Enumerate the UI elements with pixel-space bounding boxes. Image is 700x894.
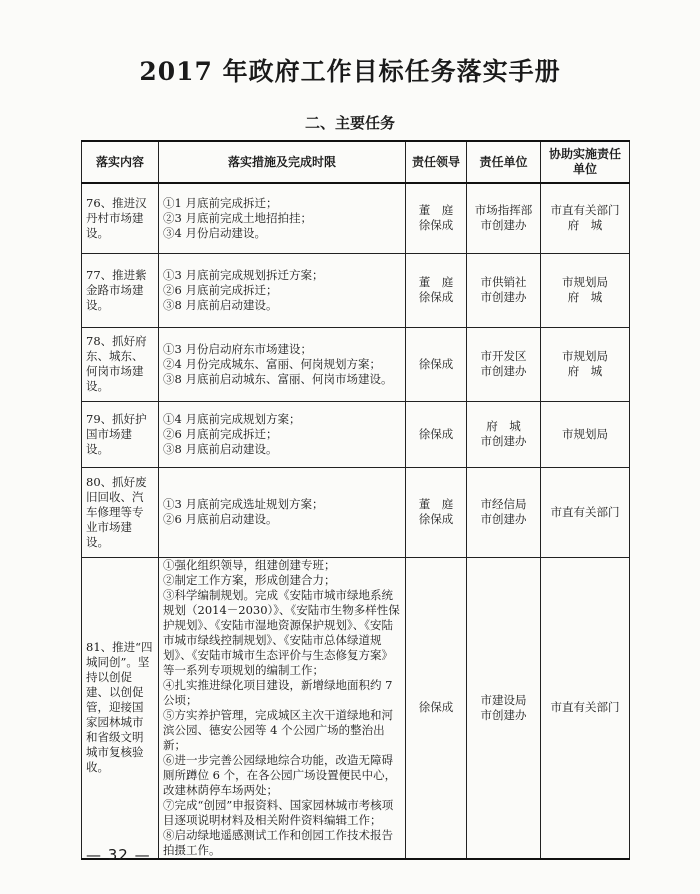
- task-assist: [541, 183, 630, 253]
- task-assist: [541, 327, 630, 401]
- table-row: [82, 467, 630, 557]
- cell-line: 董 庭: [418, 203, 454, 218]
- cell-line: 徐保成: [418, 356, 454, 371]
- task-unit: [467, 183, 541, 253]
- cell-line: 市创建办: [480, 707, 527, 722]
- task-leader: [406, 401, 467, 467]
- cell-line: 市创建办: [480, 434, 527, 448]
- cell-line: 府 城: [567, 290, 603, 304]
- header-leader: 责任领导: [406, 141, 467, 183]
- task-content: 77、推进紫金路市场建设。: [82, 253, 159, 327]
- cell-line: ③8 月底前启动建设。: [163, 441, 278, 456]
- task-leader: [406, 183, 467, 253]
- cell-line: 董 庭: [418, 275, 454, 289]
- cell-line: ⑥进一步完善公园绿地综合功能，改造无障碍厕所蹲位 6 个，在各公园广场设置便民中心，改建林荫停车场两处；: [163, 752, 397, 797]
- task-unit: [467, 557, 541, 859]
- cell-line: 徐保成: [418, 700, 454, 714]
- task-unit: [467, 253, 541, 327]
- cell-line: ⑤方实养护管理，完成城区主次干道绿地和河滨公园、德安公园等 4 个公园广场的整治出新；: [163, 707, 393, 752]
- cell-line: 市经信局: [480, 497, 527, 511]
- cell-line: ⑦完成“创园”申报资料、国家园林城市考核项目逐项说明材料及相关附件资料编辑工作；: [163, 797, 394, 827]
- task-measures: [159, 467, 406, 557]
- table-row: [82, 253, 630, 327]
- cell-line: ②制定工作方案，形成创建合力；: [163, 572, 336, 587]
- cell-line: ④扎实推进绿化项目建设，新增绿地面积约 7 公顷；: [163, 677, 393, 707]
- cell-line: 徐保成: [418, 426, 454, 441]
- cell-line: 市规划局: [562, 349, 608, 363]
- cell-line: 市创建办: [480, 290, 527, 304]
- header-unit: 责任单位: [467, 141, 541, 183]
- cell-line: ①3 月份启动府东市场建设；: [163, 341, 312, 356]
- task-content: 79、抓好护国市场建设。: [82, 401, 159, 467]
- page-number: — 32 —: [86, 846, 151, 864]
- cell-line: 市规划局: [562, 275, 608, 289]
- task-measures: [159, 327, 406, 401]
- table-row: [82, 183, 630, 253]
- cell-line: 董 庭: [418, 497, 454, 511]
- header-content: 落实内容: [82, 141, 159, 183]
- task-unit: [467, 467, 541, 557]
- cell-line: 市直有关部门: [550, 504, 620, 519]
- cell-line: 府 城: [567, 218, 603, 233]
- cell-line: ①3 月底前完成规划拆迁方案；: [163, 267, 324, 282]
- cell-line: ①4 月底前完成规划方案；: [163, 411, 301, 426]
- header-measures: 落实措施及完成时限: [159, 141, 406, 183]
- cell-line: ②6 月底前启动建设。: [163, 512, 278, 526]
- cell-line: ③科学编制规划。完成《安陆市城市绿地系统规划（2014－2030）》、《安陆市生物多样性保护规划》、《安陆市湿地资源保护规划》、《安陆市城市绿线控制规划》、《安陆市总体绿道规划》、《安陆市城市生态评价与生态修复方案》等一系列专项规划的编制工作；: [163, 587, 400, 677]
- cell-line: ②4 月份完成城东、富丽、何岗规划方案；: [163, 356, 381, 371]
- cell-line: 市开发区: [480, 349, 527, 363]
- cell-line: 徐保成: [418, 290, 454, 304]
- cell-line: ③8 月底前启动城东、富丽、何岗市场建设。: [163, 371, 393, 386]
- cell-line: 市场指挥部: [474, 203, 533, 218]
- table-header-row: [82, 141, 630, 183]
- cell-line: 府 城: [567, 364, 603, 378]
- task-assist: [541, 401, 630, 467]
- cell-line: ③8 月底前启动建设。: [163, 297, 278, 312]
- task-content: 80、抓好废旧回收、汽车修理等专业市场建设。: [82, 467, 159, 557]
- cell-line: 市直有关部门: [550, 203, 620, 218]
- document-title: 2017 年政府工作目标任务落实手册: [139, 57, 561, 86]
- cell-line: 市创建办: [480, 364, 527, 378]
- task-leader: [406, 253, 467, 327]
- cell-line: ①3 月底前完成选址规划方案；: [163, 497, 324, 511]
- cell-line: 府 城: [486, 419, 521, 433]
- task-content: 78、抓好府东、城东、何岗市场建设。: [82, 327, 159, 401]
- cell-line: ②3 月底前完成土地招拍挂；: [163, 210, 312, 225]
- task-unit: [467, 401, 541, 467]
- cell-line: 市创建办: [480, 218, 527, 233]
- task-leader: [406, 557, 467, 859]
- task-leader: [406, 327, 467, 401]
- table-row: [82, 401, 630, 467]
- task-assist: [541, 557, 630, 859]
- cell-line: ①1 月底前完成拆迁；: [163, 195, 278, 210]
- task-assist: [541, 467, 630, 557]
- cell-line: 市直有关部门: [550, 700, 620, 714]
- task-unit: [467, 327, 541, 401]
- task-table: [81, 140, 630, 860]
- task-measures: [159, 401, 406, 467]
- table-row: [82, 327, 630, 401]
- task-assist: [541, 253, 630, 327]
- cell-line: 市供销社: [480, 275, 527, 289]
- cell-line: 市建设局: [480, 692, 527, 707]
- task-measures: [159, 253, 406, 327]
- cell-line: 市规划局: [562, 426, 608, 441]
- cell-line: 徐保成: [418, 218, 454, 233]
- section-heading: 二、主要任务: [304, 114, 395, 132]
- cell-line: ①强化组织领导，组建创建专班；: [163, 557, 336, 572]
- cell-line: 市创建办: [480, 512, 527, 526]
- cell-line: 徐保成: [418, 512, 454, 526]
- header-assist: 协助实施责任单位: [541, 141, 630, 183]
- cell-line: ②6 月底前完成拆迁；: [163, 282, 278, 297]
- task-content: 81、推进“四城同创”。坚持以创促建、以创促管，迎接国家园林城市和省级文明城市复核验收。: [82, 557, 159, 859]
- cell-line: ②6 月底前完成拆迁；: [163, 426, 278, 441]
- task-measures: [159, 557, 406, 859]
- task-content: 76、推进汉丹村市场建设。: [82, 183, 159, 253]
- task-leader: [406, 467, 467, 557]
- cell-line: ③4 月份启动建设。: [163, 225, 266, 240]
- task-measures: [159, 183, 406, 253]
- table-row: [82, 557, 630, 859]
- cell-line: ⑧启动绿地遥感测试工作和创园工作技术报告拍摄工作。: [163, 827, 393, 857]
